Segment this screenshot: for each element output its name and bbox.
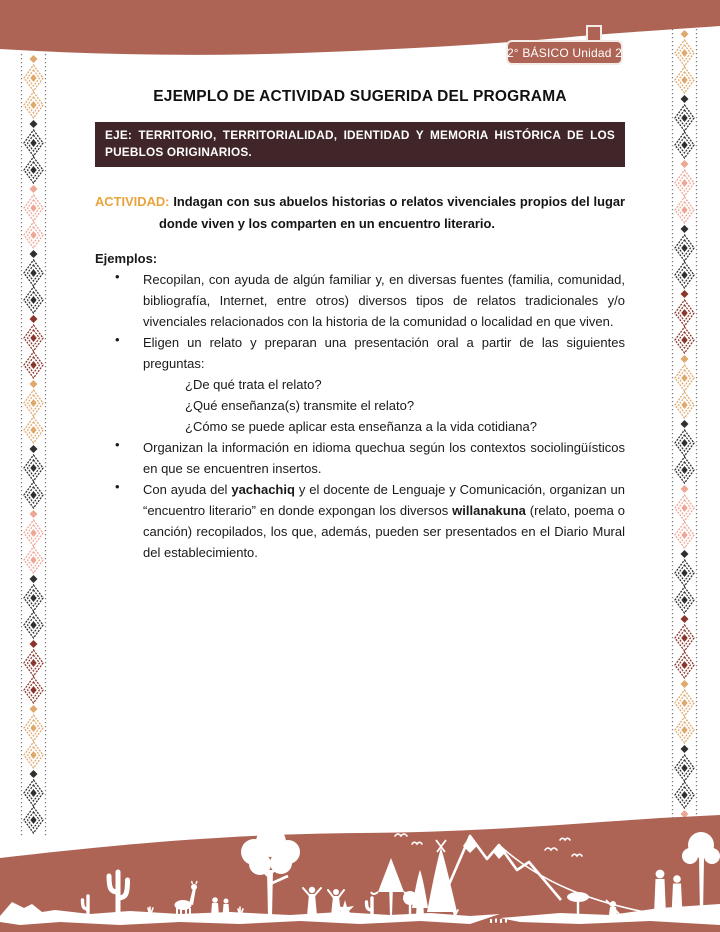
activity-label: ACTIVIDAD: [95,194,170,209]
examples-list [95,269,625,563]
list-item [95,479,625,563]
bullet-icon: • [115,269,120,284]
page-title: EJEMPLO DE ACTIVIDAD SUGERIDA DEL PROGRAMA [153,88,567,105]
bullet-icon: • [115,479,120,494]
unit-badge-label: 2° BÁSICO Unidad 2 [506,45,623,60]
bullet-icon: • [115,437,120,452]
examples-heading: Ejemplos: [95,251,158,266]
list-item [95,437,625,479]
bullet-text: Con ayuda del yachachiq y el docente de Lenguaje y Comunicación, organizan un “encuentro literario” en donde expongan los diversos willanakuna (relato, poema o canción) recopilados, los que, además, pueden ser presentados en el Diario Mural del establecimiento. [143,482,625,560]
footer-landscape-illustration [0,812,720,932]
bullet-icon: • [115,332,120,347]
right-border-pattern [671,29,698,822]
activity-paragraph [95,191,625,234]
document-content [95,0,625,563]
bullet-text: Recopilan, con ayuda de algún familiar y, en diversas fuentes (familia, comunidad, bibliografía, Internet, entre otros) diversos tipos de relatos tradicionales y/o vivenciales relacionados con la historia de la comunidad o localidad en que viven. [143,272,625,329]
activity-text: Indagan con sus abuelos historias o relatos vivenciales propios del lugar donde viven y los comparten en un encuentro literario. [159,194,625,231]
list-item [95,332,625,437]
bullet-text: Eligen un relato y preparan una presentación oral a partir de las siguientes preguntas: [143,335,625,371]
list-item [95,269,625,332]
bullet-text: Organizan la información en idioma quechua según los contextos sociolingüísticos en que se encuentren insertos. [143,440,625,476]
question-line: ¿Qué enseñanza(s) transmite el relato? [185,398,415,413]
eje-banner: EJE: TERRITORIO, TERRITORIALIDAD, IDENTIDAD Y MEMORIA HISTÓRICA DE LOS PUEBLOS ORIGINARIOS. [95,122,625,167]
question-line: ¿De qué trata el relato? [185,377,322,392]
left-border-pattern [20,54,47,838]
question-line: ¿Cómo se puede aplicar esta enseñanza a la vida cotidiana? [185,419,537,434]
